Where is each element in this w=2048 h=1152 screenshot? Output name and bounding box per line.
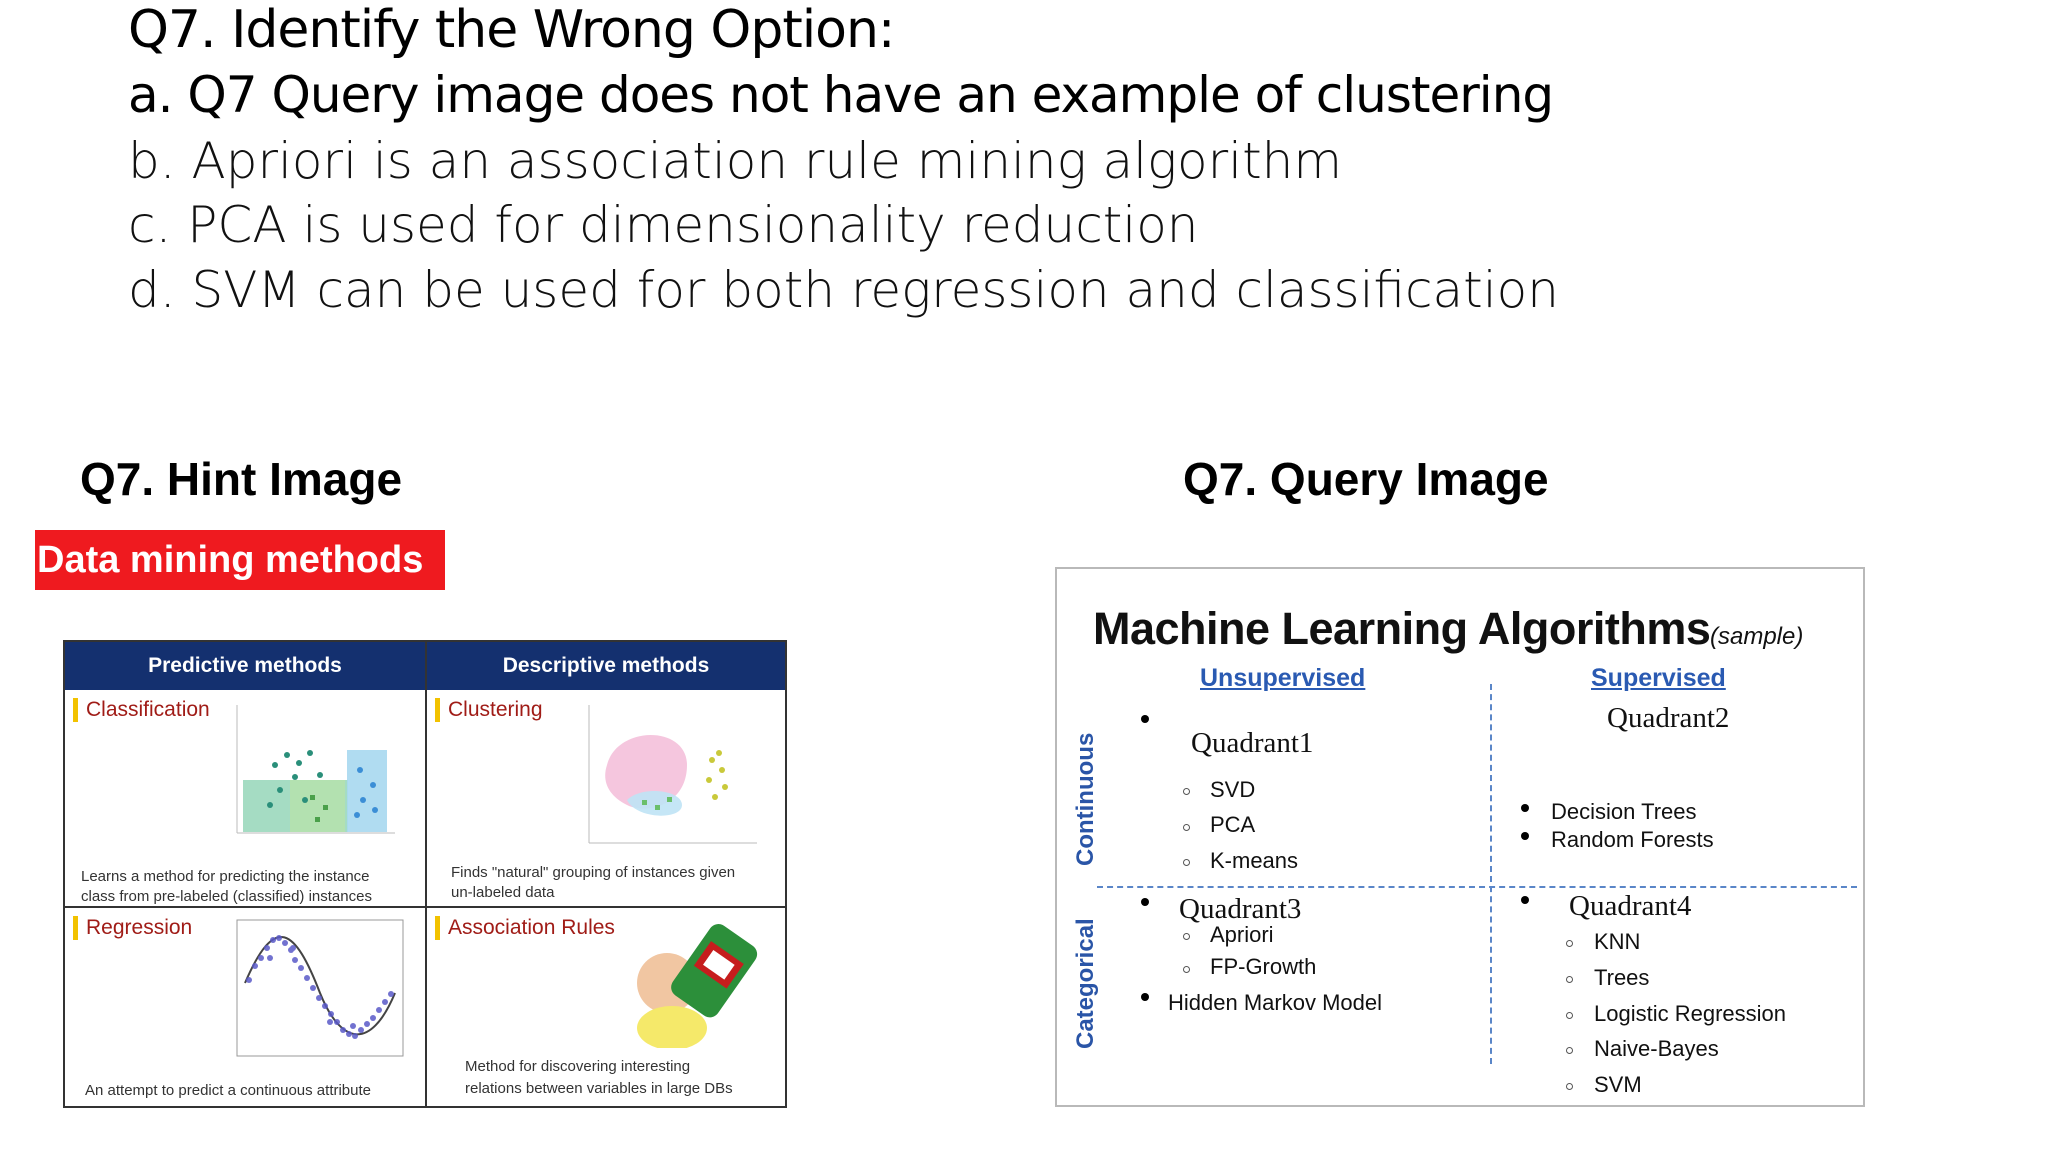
q4-item-bullet [1566, 1012, 1573, 1019]
regression-cell [65, 908, 425, 1106]
q4-item-trees: Trees [1594, 965, 1650, 990]
clustering-title: Clustering [435, 698, 543, 722]
question-title: Q7. Identify the Wrong Option: [128, 0, 895, 60]
q1-item-svd: SVD [1210, 777, 1256, 802]
q3-item-bullet [1183, 933, 1190, 940]
clustering-chart-icon [587, 705, 757, 845]
supervised-label: Supervised [1591, 664, 1726, 692]
q4-item-bullet [1566, 976, 1573, 983]
hint-image-title: Q7. Hint Image [80, 453, 403, 505]
q1-item-bullet [1183, 788, 1190, 795]
clustering-cell [427, 690, 785, 906]
regression-title: Regression [73, 916, 192, 940]
q3-item-fp-growth: FP-Growth [1210, 954, 1317, 979]
option-b: b. Apriori is an association rule mining algorithm [128, 132, 1343, 190]
option-a: a. Q7 Query image does not have an example of clustering [128, 66, 1554, 124]
association-desc-2: relations between variables in large DBs [465, 1080, 733, 1097]
q4-item-bullet [1566, 1047, 1573, 1054]
ml-heading-sample: (sample) [1710, 623, 1804, 650]
q3-item-hmm: Hidden Markov Model [1168, 990, 1382, 1015]
q3-bullet [1141, 993, 1149, 1001]
q1-item-bullet [1183, 859, 1190, 866]
clustering-desc-1: Finds "natural" grouping of instances given [451, 864, 736, 881]
q4-item-naive-bayes: Naive-Bayes [1594, 1036, 1719, 1061]
axis-divider-horizontal [1097, 886, 1857, 888]
association-title: Association Rules [435, 916, 615, 940]
classification-desc-1: Learns a method for predicting the instance [81, 868, 370, 885]
clustering-desc-2: un-labeled data [451, 884, 555, 901]
option-c: c. PCA is used for dimensionality reduction [128, 196, 1199, 254]
categorical-label: Categorical [1072, 918, 1099, 1049]
q1-bullet [1141, 715, 1149, 723]
q1-item-pca: PCA [1210, 812, 1256, 837]
predictive-header: Predictive methods [65, 642, 425, 690]
data-mining-table [63, 640, 787, 1108]
q2-item-random-forests: Random Forests [1551, 827, 1714, 852]
option-d: d. SVM can be used for both regression and classification [128, 261, 1559, 319]
classification-chart-icon [235, 705, 395, 835]
association-cell [427, 908, 785, 1106]
q4-item-bullet [1566, 940, 1573, 947]
classification-cell [65, 690, 425, 906]
ml-heading: Machine Learning Algorithms [1093, 603, 1711, 654]
q4-item-svm: SVM [1594, 1072, 1642, 1097]
query-image-title: Q7. Query Image [1183, 453, 1549, 505]
q2-bullet [1521, 804, 1529, 812]
quadrant1-label: Quadrant1 [1191, 727, 1314, 759]
unsupervised-label: Unsupervised [1200, 664, 1366, 692]
q3-item-bullet [1183, 966, 1190, 973]
quadrant2-label: Quadrant2 [1607, 702, 1730, 734]
quadrant3-label: Quadrant3 [1179, 893, 1302, 925]
data-mining-banner: Data mining methods [35, 530, 445, 590]
classification-desc-2: class from pre-labeled (classified) instances [81, 888, 372, 905]
q4-item-logistic-regression: Logistic Regression [1594, 1001, 1786, 1026]
quadrant4-label: Quadrant4 [1569, 890, 1692, 922]
q1-item-kmeans: K-means [1210, 848, 1299, 873]
q3-item-apriori: Apriori [1210, 922, 1274, 947]
q4-bullet [1521, 896, 1529, 904]
q4-item-bullet [1566, 1083, 1573, 1090]
axis-divider-vertical [1490, 684, 1492, 1064]
regression-chart-icon [235, 918, 405, 1058]
association-desc-1: Method for discovering interesting [465, 1058, 691, 1075]
q2-bullet [1521, 832, 1529, 840]
ml-algorithms-figure [1055, 567, 1865, 1107]
classification-title: Classification [73, 698, 210, 722]
q4-item-knn: KNN [1594, 929, 1641, 954]
continuous-label: Continuous [1072, 732, 1099, 866]
q2-item-decision-trees: Decision Trees [1551, 799, 1697, 824]
regression-desc: An attempt to predict a continuous attribute [85, 1082, 372, 1099]
q3-bullet [1141, 898, 1149, 906]
descriptive-header: Descriptive methods [427, 642, 785, 690]
beer-baby-image [617, 918, 767, 1048]
q1-item-bullet [1183, 824, 1190, 831]
